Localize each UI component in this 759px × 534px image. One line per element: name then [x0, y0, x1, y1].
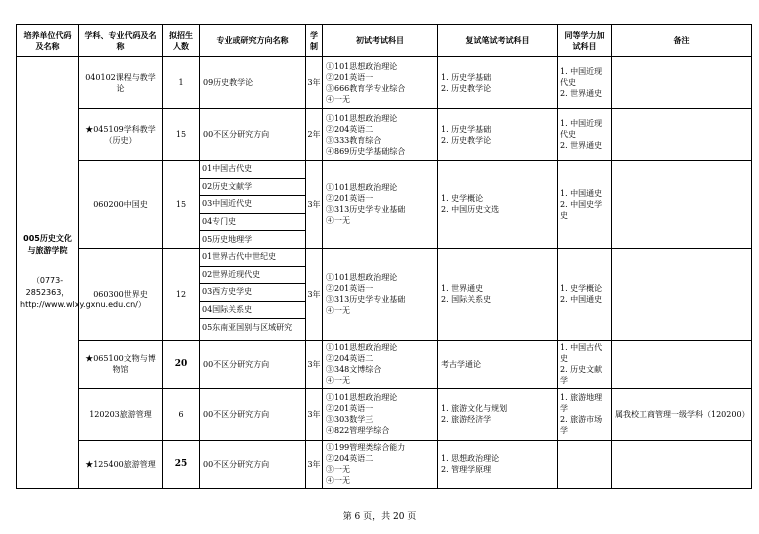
years-cell: 3年: [306, 161, 323, 249]
retest-cell: [438, 388, 558, 440]
exam-subject: ②201英语一: [326, 284, 374, 294]
exam-subject: ②204英语二: [326, 354, 374, 364]
header-quota: 拟招生人数: [163, 25, 200, 57]
retest-subject: 1. 思想政治理论: [441, 454, 500, 464]
exam-subject: ②201英语一: [326, 194, 374, 204]
retest-subject: 2. 管理学原理: [441, 465, 492, 475]
direction-cell: 00不区分研究方向: [200, 388, 306, 440]
header-retest: 复试笔试考试科目: [438, 25, 558, 57]
equiv-cell: [558, 340, 612, 388]
note-cell: [612, 57, 752, 109]
table-row: [17, 248, 752, 340]
exam-subject: ④一无: [326, 376, 350, 386]
retest-subject: 1. 历史学基础: [441, 124, 492, 134]
exam-cell: [323, 440, 438, 488]
direction-cell: 00不区分研究方向: [200, 340, 306, 388]
exam-subject: ①101思想政治理论: [326, 393, 398, 403]
header-major: 学科、专业代码及名称: [79, 25, 163, 57]
direction-cell: [200, 161, 306, 249]
exam-subject: ②201英语一: [326, 404, 374, 414]
note-cell: [612, 248, 752, 340]
major-cell: 060200中国史: [79, 161, 163, 249]
unit-name: 005历史文化与旅游学院: [23, 234, 72, 256]
quota-cell: 20: [163, 340, 200, 388]
equiv-subject: 2. 世界通史: [560, 141, 603, 150]
exam-subject: ③666教育学专业综合: [326, 83, 406, 93]
exam-subject: ③一无: [326, 465, 350, 475]
table-row: [17, 388, 752, 440]
major-cell: 040102课程与教学论: [79, 57, 163, 109]
equiv-subject: 1. 中国通史: [560, 188, 603, 198]
equiv-subject: 1. 史学概论: [560, 284, 603, 294]
retest-subject: 2. 历史教学论: [441, 135, 492, 145]
table-row: [17, 340, 752, 388]
direction-item: 03中国近代史: [200, 196, 305, 214]
exam-subject: ③303数学三: [326, 415, 374, 425]
major-cell: 120203旅游管理: [79, 388, 163, 440]
equiv-subject: 1. 中国近现代史: [560, 67, 603, 87]
unit-contact: （0773-2852363，http://www.wlxy.gxnu.edu.cn/）: [20, 276, 146, 310]
exam-subject: ③313历史学专业基础: [326, 205, 406, 215]
equiv-cell: [558, 440, 612, 488]
equiv-cell: [558, 57, 612, 109]
retest-subject: 1. 史学概论: [441, 194, 484, 204]
direction-item: 05东南亚国别与区域研究: [202, 322, 293, 332]
header-direction: 专业或研究方向名称: [200, 25, 306, 57]
note-cell: 属我校工商管理一级学科（120200）: [612, 388, 752, 440]
direction-cell: 00不区分研究方向: [200, 440, 306, 488]
equiv-cell: [558, 248, 612, 340]
header-years: 学制: [306, 25, 323, 57]
equiv-cell: [558, 109, 612, 161]
quota-cell: 6: [163, 388, 200, 440]
header-unit: 培养单位代码及名称: [17, 25, 79, 57]
equiv-subject: 1. 中国近现代史: [560, 119, 603, 139]
exam-cell: [323, 340, 438, 388]
retest-cell: [438, 161, 558, 249]
exam-subject: ②201英语一: [326, 72, 374, 82]
direction-list: [200, 249, 305, 336]
exam-subject: ①101思想政治理论: [326, 61, 398, 71]
header-row: [17, 25, 752, 57]
direction-list: [200, 161, 305, 248]
retest-subject: 1. 历史学基础: [441, 72, 492, 82]
retest-cell: [438, 248, 558, 340]
major-cell: ★125400旅游管理: [79, 440, 163, 488]
exam-cell: [323, 161, 438, 249]
retest-cell: [438, 57, 558, 109]
note-cell: [612, 440, 752, 488]
direction-item: 01中国古代史: [200, 161, 305, 178]
exam-subject: ③333教育综合: [326, 135, 382, 145]
years-cell: 3年: [306, 248, 323, 340]
exam-subject: ④一无: [326, 216, 350, 226]
quota-cell: 15: [163, 161, 200, 249]
direction-cell: [200, 248, 306, 340]
retest-subject: 2. 旅游经济学: [441, 415, 492, 425]
exam-subject: ④一无: [326, 476, 350, 486]
exam-subject: ②204英语二: [326, 454, 374, 464]
direction-item: 04国际关系史: [200, 301, 305, 319]
quota-cell: 12: [163, 248, 200, 340]
years-cell: 3年: [306, 388, 323, 440]
direction-cell: 00不区分研究方向: [200, 109, 306, 161]
retest-cell: [438, 109, 558, 161]
header-exam: 初试考试科目: [323, 25, 438, 57]
years-cell: 3年: [306, 340, 323, 388]
quota-cell: 25: [163, 440, 200, 488]
equiv-subject: 2. 中国通史: [560, 295, 603, 305]
equiv-subject: 2. 中国史学史: [560, 199, 603, 220]
exam-subject: ①101思想政治理论: [326, 273, 398, 283]
retest-cell: [438, 340, 558, 388]
quota-cell: 15: [163, 109, 200, 161]
header-equiv: 同等学力加试科目: [558, 25, 612, 57]
exam-cell: [323, 388, 438, 440]
years-cell: 3年: [306, 440, 323, 488]
exam-subject: ①101思想政治理论: [326, 113, 398, 123]
exam-subject: ①199管理类综合能力: [326, 443, 406, 453]
exam-subject: ④一无: [326, 94, 350, 104]
retest-subject: 2. 历史教学论: [441, 83, 492, 93]
major-cell: ★065100文物与博物馆: [79, 340, 163, 388]
exam-cell: [323, 57, 438, 109]
note-cell: [612, 161, 752, 249]
table-row: [17, 440, 752, 488]
exam-subject: ③348文博综合: [326, 365, 382, 375]
catalog-table: [16, 24, 752, 489]
years-cell: 3年: [306, 57, 323, 109]
direction-item: 03西方史学史: [200, 284, 305, 302]
major-cell: ★045109学科教学（历史）: [79, 109, 163, 161]
direction-item: 04专门史: [200, 213, 305, 231]
retest-subject: 2. 中国历史文选: [441, 205, 500, 215]
exam-subject: ①101思想政治理论: [326, 343, 398, 353]
retest-subject: 1. 世界通史: [441, 284, 484, 294]
exam-subject: ③313历史学专业基础: [326, 295, 406, 305]
equiv-subject: 2. 历史文献学: [560, 365, 603, 386]
equiv-subject: 2. 旅游市场学: [560, 415, 603, 436]
equiv-cell: [558, 161, 612, 249]
direction-item: 01世界古代中世纪史: [200, 249, 305, 266]
equiv-subject: 1. 旅游地理学: [560, 393, 603, 414]
exam-cell: [323, 248, 438, 340]
exam-subject: ②204英语二: [326, 124, 374, 134]
exam-subject: ④822管理学综合: [326, 426, 390, 436]
exam-cell: [323, 109, 438, 161]
note-cell: [612, 109, 752, 161]
page-footer: 第 6 页，共 20 页: [342, 512, 417, 522]
direction-item: 02世界近现代史: [200, 266, 305, 284]
direction-item: 02历史文献学: [200, 178, 305, 196]
direction-cell: 09历史教学论: [200, 57, 306, 109]
quota-cell: 1: [163, 57, 200, 109]
direction-item: 05历史地理学: [202, 234, 253, 244]
retest-subject: 2. 国际关系史: [441, 295, 492, 305]
equiv-cell: [558, 388, 612, 440]
retest-subject: 考古学通论: [441, 359, 481, 369]
exam-subject: ①101思想政治理论: [326, 183, 398, 193]
note-cell: [612, 340, 752, 388]
retest-cell: [438, 440, 558, 488]
exam-subject: ④一无: [326, 306, 350, 316]
major-cell: 060300世界史: [79, 248, 163, 340]
retest-subject: 1. 旅游文化与规划: [441, 404, 508, 414]
equiv-subject: 2. 世界通史: [560, 89, 603, 98]
equiv-subject: 1. 中国古代史: [560, 343, 603, 364]
exam-subject: ④869历史学基础综合: [326, 146, 406, 156]
table-row: [17, 109, 752, 161]
header-note: 备注: [612, 25, 752, 57]
years-cell: 2年: [306, 109, 323, 161]
table-row: [17, 161, 752, 249]
table-row: [17, 57, 752, 109]
